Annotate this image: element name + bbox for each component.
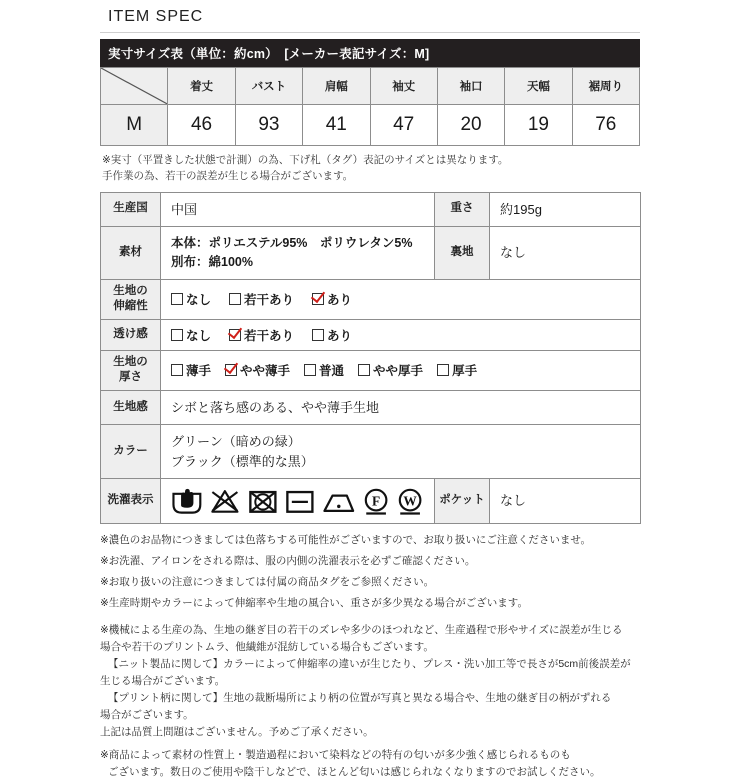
spec-label-color: カラー [101,425,161,479]
note-line: 生じる場合がございます。 [100,675,226,688]
size-table-note [100,146,640,192]
checkbox-icon[interactable] [312,329,324,341]
spec-row-stretch [101,279,641,319]
spec-row-material [101,227,641,280]
sheer-option-label: 若干あり [244,328,295,343]
checkbox-icon[interactable] [229,293,241,305]
note-line: ※商品によって素材の性質上・製造過程において染料などの特有の匂いが多少強く感じられるものも [100,749,571,762]
care-symbol-row [169,483,426,519]
spec-value-care [161,479,435,524]
spec-label-feel: 生地感 [101,390,161,425]
diagonal-line-icon [101,68,167,104]
stretch-option-label: なし [186,293,212,308]
checkbox-icon[interactable] [437,364,449,376]
color-line: ブラック（標準的な黒） [171,453,314,469]
size-header-cell: バスト [235,68,302,105]
thickness-option-1[interactable] [225,361,290,379]
spec-label-sheer: 透け感 [101,319,161,350]
spec-value-lining: なし [490,227,641,280]
spec-label-country: 生産国 [101,192,161,227]
size-header-cell: 裾周り [572,68,639,105]
note-line: 上記は品質上問題はございません。予めご了承ください。 [100,726,374,739]
footer-notes [100,524,640,781]
note-line: ※お洗濯、アイロンをされる際は、服の内側の洗濯表示を必ずご確認ください。 [100,555,476,568]
size-table-title: 実寸サイズ表（単位：約cm） [メーカー表記サイズ：M] [100,39,640,67]
spec-value-thickness [161,350,641,390]
spec-row-country [101,192,641,227]
material-line: 別布：綿100% [171,254,253,269]
size-value-cell: 20 [437,105,504,146]
material-line: 本体：ポリエステル95% ポリウレタン5% [171,236,413,250]
thickness-option-4[interactable] [437,361,477,379]
stretch-option-label: 若干あり [244,293,295,308]
thickness-option-label: やや薄手 [240,364,291,379]
size-value-cell: 47 [370,105,437,146]
dryclean-f-icon [360,483,392,519]
size-table [100,67,640,146]
thickness-option-label: 薄手 [186,364,212,379]
spec-label-stretch [101,279,161,319]
size-value-cell: 76 [572,105,639,146]
spec-value-feel: シボと落ち感のある、やや薄手生地 [161,390,641,425]
spec-label-care: 洗濯表示 [101,479,161,524]
color-line: グリーン（暗めの緑） [171,434,301,450]
sheer-option-label: あり [327,328,353,343]
note-line: 場合や若干のプリントムラ、他繊維が混紡している場合もございます。 [100,641,434,654]
spec-label-thickness [101,350,161,390]
thickness-label-line: 生地の [113,355,148,368]
spec-row-feel [101,390,641,425]
spec-value-pocket: なし [490,479,641,524]
size-value-cell: 46 [168,105,235,146]
size-table-value-row [101,105,640,146]
spec-label-lining: 裏地 [435,227,490,280]
spec-row-care [101,479,641,524]
sheer-option-0[interactable] [171,326,211,344]
size-value-cell: 41 [303,105,370,146]
note-line: ※濃色のお品物につきましては色落ちする可能性がございますので、お取り扱いにご注意くださいませ。 [100,534,592,547]
spec-value-weight: 約195g [490,192,641,227]
spec-label-material: 素材 [101,227,161,280]
spec-row-color [101,425,641,479]
note-line: 【ニット製品に関して】カラーによって伸縮率の違いが生じたり、プレス・洗い加工等で長さが5cm前後誤差が [108,658,631,671]
checkbox-icon[interactable] [171,364,183,376]
note-line: 【プリント柄に関して】生地の裁断場所により柄の位置が写真と異なる場合や、生地の継ぎ目の柄がずれる [108,692,612,705]
thickness-option-label: やや厚手 [373,364,424,379]
thickness-label-line: 厚さ [119,371,142,384]
checkbox-icon[interactable] [304,364,316,376]
size-note-line: ※実寸（平置きした状態で計測）の為、下げ札（タグ）表記のサイズとは異なります。 [102,154,509,166]
dryclean-w-icon [394,483,426,519]
thickness-option-3[interactable] [358,361,423,379]
checkbox-checked-icon[interactable] [225,364,237,376]
page-title: ITEM SPEC [100,0,640,33]
stretch-option-2[interactable] [312,290,352,308]
spec-value-country: 中国 [161,192,435,227]
no-tumble-dry-icon [245,483,281,519]
spec-row-thickness [101,350,641,390]
hand-wash-icon [169,483,205,519]
stretch-label-line: 生地の [113,284,148,297]
note-line: ※生産時期やカラーによって伸縮率や生地の風合い、重さが多少異なる場合がございます。 [100,597,528,610]
stretch-option-label: あり [327,293,353,308]
spec-row-sheer [101,319,641,350]
stretch-option-0[interactable] [171,290,211,308]
thickness-option-0[interactable] [171,361,211,379]
spec-value-material [161,227,435,280]
size-header-cell: 天幅 [505,68,572,105]
thickness-option-group[interactable] [161,355,640,385]
spec-value-stretch [161,279,641,319]
size-header-cell: 着丈 [168,68,235,105]
size-name-cell: M [101,105,168,146]
spec-table [100,192,641,525]
checkbox-icon[interactable] [171,329,183,341]
sheer-option-label: なし [186,328,212,343]
stretch-option-1[interactable] [229,290,294,308]
checkbox-checked-icon[interactable] [312,293,324,305]
checkbox-icon[interactable] [171,293,183,305]
spec-label-pocket: ポケット [435,479,490,524]
size-table-header-row [101,68,640,105]
size-table-corner-cell [101,68,168,105]
checkbox-checked-icon[interactable] [229,329,241,341]
sheer-option-group[interactable] [161,320,640,350]
svg-text:W: W [403,493,417,509]
note-line: ※機械による生産の為、生地の継ぎ目の若干のズレや多少のほつれなど、生産過程で形やサイズに誤差が生じる [100,624,623,637]
size-note-line: 手作業の為、若干の誤差が生じる場合がございます。 [102,169,354,182]
checkbox-icon[interactable] [358,364,370,376]
spec-value-color [161,425,641,479]
spec-value-sheer [161,319,641,350]
no-bleach-icon [207,483,243,519]
size-value-cell: 93 [235,105,302,146]
size-header-cell: 袖丈 [370,68,437,105]
thickness-option-label: 厚手 [452,364,478,379]
note-line: 場合がございます。 [100,709,194,722]
iron-low-icon [320,483,358,519]
note-line: ※お取り扱いの注意につきましては付属の商品タグをご参照ください。 [100,576,435,589]
size-header-cell: 肩幅 [303,68,370,105]
size-value-cell: 19 [505,105,572,146]
thickness-option-2[interactable] [304,361,344,379]
stretch-label-line: 伸縮性 [113,300,148,313]
svg-text:F: F [371,493,380,509]
size-header-cell: 袖口 [437,68,504,105]
note-line: ございます。数日のご使用や陰干しなどで、ほとんど匂いは感じられなくなりますのでお試しください。 [108,766,601,779]
stretch-option-group[interactable] [161,284,640,314]
sheer-option-2[interactable] [312,326,352,344]
flat-dry-icon [282,483,318,519]
spec-label-weight: 重さ [435,192,490,227]
thickness-option-label: 普通 [319,364,345,379]
sheer-option-1[interactable] [229,326,294,344]
